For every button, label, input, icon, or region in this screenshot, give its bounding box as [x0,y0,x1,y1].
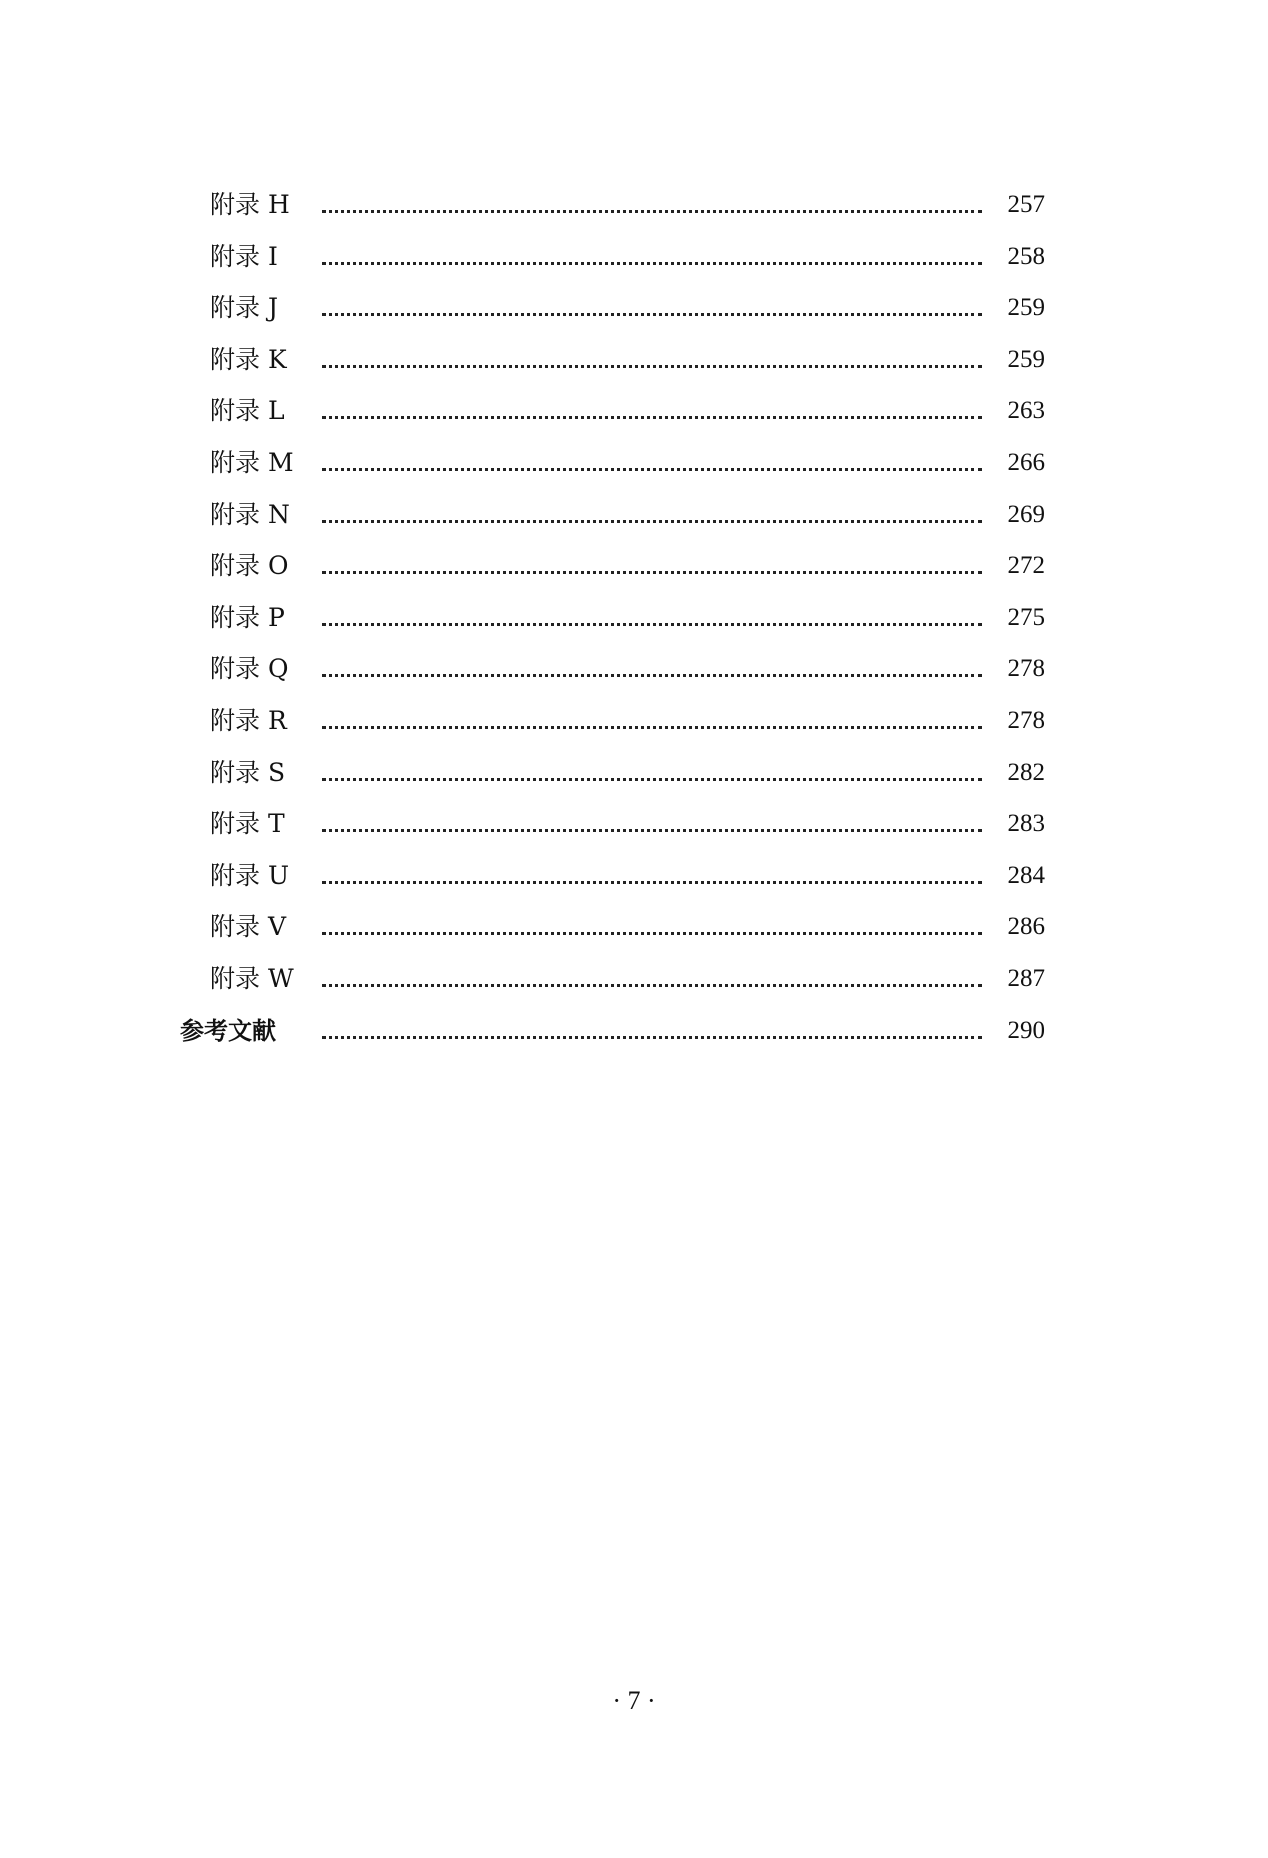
toc-entry-page: 275 [1007,603,1045,631]
toc-entry-references[interactable] [0,1016,1268,1068]
toc-entry-label: 附录 N [210,499,290,529]
toc-entry-appendix-j[interactable] [0,293,1268,345]
toc-entry-label: 附录 V [210,912,287,942]
toc-entry-appendix-w[interactable] [0,964,1268,1016]
toc-entry-page: 284 [1007,861,1045,889]
toc-dot-leader [322,571,982,574]
toc-entry-page: 278 [1007,706,1045,734]
toc-entry-label: 参考文献 [180,1016,276,1045]
toc-entry-label: 附录 J [210,293,278,323]
toc-dot-leader [322,881,982,884]
toc-dot-leader [322,778,982,781]
toc-entry-page: 259 [1007,294,1045,322]
toc-entry-label: 附录 T [210,809,285,839]
toc-entry-appendix-n[interactable] [0,500,1268,552]
toc-dot-leader [322,313,982,316]
toc-entry-label: 附录 L [210,396,285,426]
toc-entry-page: 282 [1007,758,1045,786]
toc-entry-label: 附录 S [210,757,286,787]
toc-dot-leader [322,365,982,368]
toc-entry-appendix-r[interactable] [0,706,1268,758]
toc-dot-leader [322,674,982,677]
toc-entry-appendix-t[interactable] [0,809,1268,861]
toc-entry-label: 附录 W [210,963,294,993]
toc-dot-leader [322,416,982,419]
toc-dot-leader [322,726,982,729]
toc-entry-appendix-l[interactable] [0,396,1268,448]
toc-entry-label: 附录 H [210,190,290,219]
toc-entry-appendix-k[interactable] [0,345,1268,397]
toc-entry-appendix-m[interactable] [0,448,1268,500]
toc-dot-leader [322,932,982,935]
toc-entry-label: 附录 M [210,447,294,477]
toc-entry-appendix-q[interactable] [0,654,1268,706]
toc-entry-page: 266 [1007,448,1045,476]
toc-dot-leader [322,984,982,987]
toc-entry-label: 附录 U [210,860,290,890]
toc-dot-leader [322,623,982,626]
toc-entry-label: 附录 I [210,241,278,271]
toc-dot-leader [322,520,982,523]
toc-entry-appendix-p[interactable] [0,603,1268,655]
toc-entry-page: 286 [1007,913,1045,941]
toc-entry-label: 附录 P [210,602,285,632]
toc-dot-leader [322,468,982,471]
toc-entry-page: 269 [1007,500,1045,528]
toc-entry-page: 278 [1007,655,1045,683]
toc-entry-page: 263 [1007,397,1045,425]
toc-entry-appendix-s[interactable] [0,758,1268,810]
toc-entry-label: 附录 R [210,705,287,735]
toc-entry-label: 附录 K [210,344,287,374]
toc-entry-label: 附录 O [210,551,289,581]
toc-entry-appendix-u[interactable] [0,861,1268,913]
toc-entry-page: 257 [1007,191,1045,218]
toc-entry-appendix-i[interactable] [0,242,1268,294]
page-number: · 7 · [612,1686,656,1715]
toc-entry-page: 287 [1007,964,1045,992]
toc-dot-leader [322,262,982,265]
toc-entry-page: 283 [1007,810,1045,838]
toc-dot-leader [322,210,982,213]
table-of-contents [0,190,1268,1067]
toc-dot-leader [322,829,982,832]
toc-entry-page: 290 [1007,1016,1045,1044]
toc-entry-appendix-h[interactable] [0,190,1268,242]
toc-entry-appendix-o[interactable] [0,551,1268,603]
toc-entry-page: 258 [1007,242,1045,270]
toc-entry-page: 259 [1007,345,1045,373]
toc-entry-appendix-v[interactable] [0,912,1268,964]
toc-entry-page: 272 [1007,552,1045,580]
toc-entry-label: 附录 Q [210,654,289,684]
toc-dot-leader [322,1036,982,1039]
